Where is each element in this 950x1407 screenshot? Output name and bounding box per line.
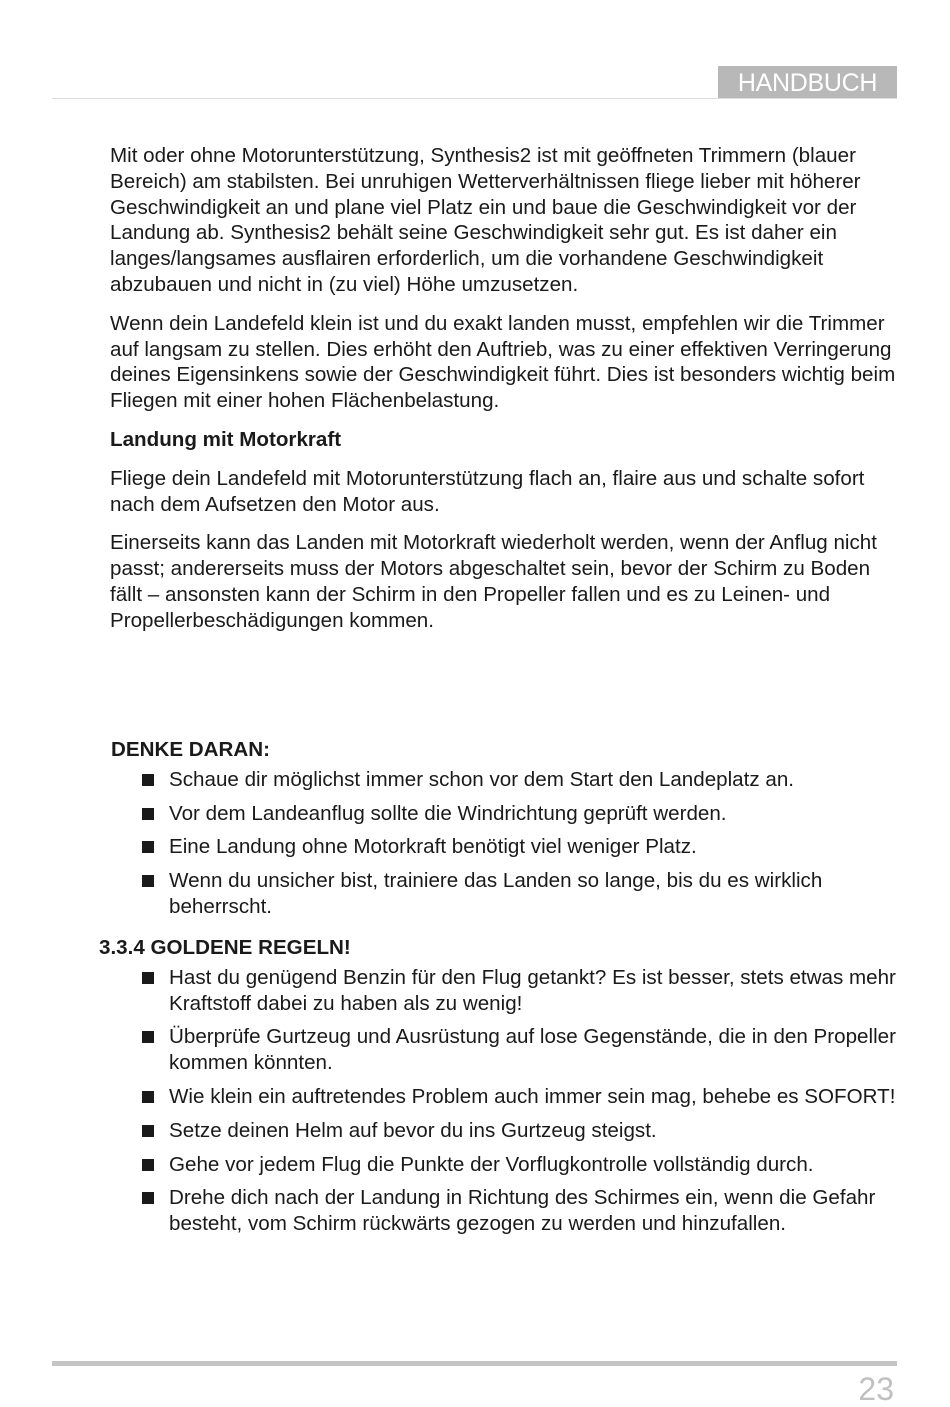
list-item-text: Schaue dir möglichst immer schon vor dem Start den Landeplatz an. [169,767,794,791]
golden-rules-section [99,935,899,1245]
list-item [111,801,901,827]
list-item-text: Hast du genügend Benzin für den Flug getankt? Es ist besser, stets etwas mehr Kraftstoff dabei zu haben als zu wenig! [169,965,896,1015]
list-item-text: Drehe dich nach der Landung in Richtung des Schirmes ein, wenn die Gefahr besteht, vom Schirm rückwärts gezogen zu werden und hinzufallen. [169,1186,876,1236]
square-bullet-icon [142,774,154,786]
remember-list [111,767,901,920]
list-item-text: Überprüfe Gurtzeug und Ausrüstung auf lose Gegenstände, die in den Propeller kommen könnten. [169,1025,896,1075]
list-item [99,1084,899,1110]
square-bullet-icon [142,1159,154,1171]
square-bullet-icon [142,1031,154,1043]
list-item [99,1024,899,1076]
subsection-heading: Landung mit Motorkraft [110,427,342,451]
list-item-text: Eine Landung ohne Motorkraft benötigt viel weniger Platz. [169,835,697,859]
list-item-text: Wie klein ein auftretendes Problem auch immer sein mag, behebe es SOFORT! [169,1084,896,1108]
section-heading: 3.3.4 GOLDENE REGELN! [99,936,351,959]
list-item [99,1118,899,1144]
header-divider [52,98,897,99]
list-item [111,868,901,920]
list-item [111,834,901,860]
list-item [99,1185,899,1237]
remember-heading: DENKE DARAN: [111,738,271,761]
square-bullet-icon [142,875,154,887]
list-item-text: Gehe vor jedem Flug die Punkte der Vorflugkontrolle vollständig durch. [169,1152,814,1176]
paragraph: Wenn dein Landefeld klein ist und du exakt landen musst, empfehlen wir die Trimmer auf langsam zu stellen. Dies erhöht den Auftrieb, was zu einer effektiven Verringerung deines Eigensinkens sowie der Geschwindigkeit führt. Dies ist besonders wichtig beim Fliegen mit einer hohen Flächenbelastung. [110,311,896,413]
page-number: 23 [858,1371,894,1407]
body-text [110,143,902,647]
list-item-text: Setze deinen Helm auf bevor du ins Gurtzeug steigst. [169,1118,657,1142]
square-bullet-icon [142,841,154,853]
paragraph: Fliege dein Landefeld mit Motorunterstützung flach an, flaire aus und schalte sofort nach dem Aufsetzen den Motor aus. [110,466,865,516]
header-badge: HANDBUCH [718,66,897,99]
square-bullet-icon [142,1125,154,1137]
square-bullet-icon [142,1192,154,1204]
footer-divider [52,1361,897,1366]
golden-rules-list [99,965,899,1237]
list-item [99,1152,899,1178]
list-item-text: Wenn du unsicher bist, trainiere das Landen so lange, bis du es wirklich beherrscht. [169,869,823,918]
list-item [111,767,901,793]
square-bullet-icon [142,1091,154,1103]
list-item-text: Vor dem Landeanflug sollte die Windrichtung geprüft werden. [169,801,727,825]
paragraph: Mit oder ohne Motorunterstützung, Synthesis2 ist mit geöffneten Trimmern (blauer Bereich) am stabilsten. Bei unruhigen Wetterverhältnissen fliege lieber mit höherer Geschwindigkeit an und plane viel Platz ein und baue die Geschwindigkeit vor der Landung ab. Synthesis2 behält seine Geschwindigkeit sehr gut. Es ist daher ein langes/langsames ausflairen erforderlich, um die vorhandene Geschwindigkeit abzubauen und nicht in (zu viel) Höhe umzusetzen. [110,144,861,296]
square-bullet-icon [142,972,154,984]
remember-box [111,737,901,928]
paragraph: Einerseits kann das Landen mit Motorkraft wiederholt werden, wenn der Anflug nicht passt; andererseits muss der Motors abgeschaltet sein, bevor der Schirm zu Boden fällt – ansonsten kann der Schirm in den Propeller fallen und es zu Leinen- und Propellerbeschädigungen kommen. [110,531,877,632]
list-item [99,965,899,1017]
square-bullet-icon [142,808,154,820]
